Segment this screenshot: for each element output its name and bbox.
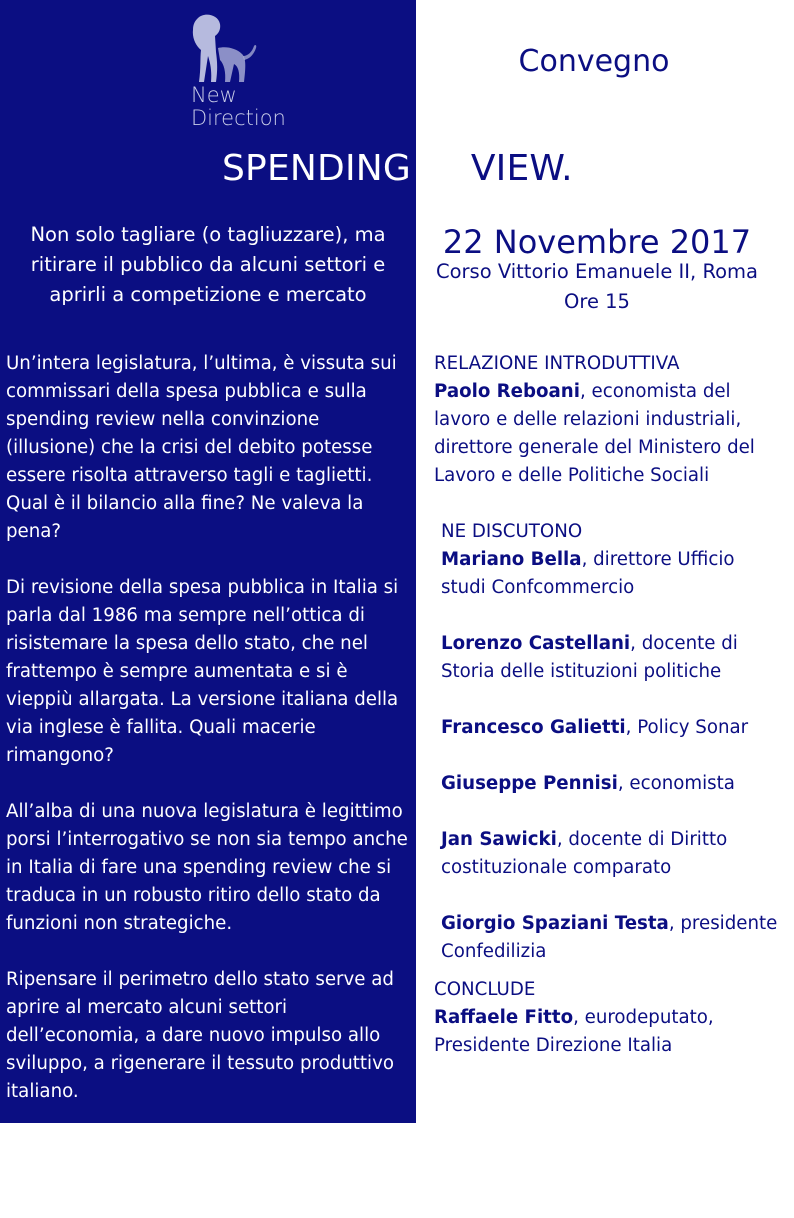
speaker-role: , docente di Storia delle istituzioni politiche	[441, 633, 738, 682]
speaker-name: Lorenzo Castellani	[441, 633, 631, 654]
subtitle-line-3: aprirli a competizione e mercato	[49, 283, 367, 306]
body-paragraph: Un’intera legislatura, l’ultima, è vissuta sui commissari della spesa pubblica e sulla spending review nella convinzione (illusione) che la crisi del debito potesse essere risolta attraverso tagli e taglietti. Qual è il bilancio alla fine? Ne valeva la pena?	[6, 353, 397, 542]
event-label: Convegno	[518, 44, 670, 79]
discussion-section	[434, 518, 784, 966]
subtitle-line-1: Non solo tagliare (o tagliuzzare), ma	[30, 223, 386, 246]
body-paragraph: All’alba di una nuova legislatura è legittimo porsi l’interrogativo se non sia tempo anche in Italia di fare una spending review che si traduca in un robusto ritiro dello stato da funzioni non strategiche.	[6, 801, 408, 934]
intro-heading: RELAZIONE INTRODUTTIVA	[434, 353, 680, 374]
event-venue: Corso Vittorio Emanuele II, Roma	[435, 260, 758, 283]
event-details	[420, 222, 774, 318]
closing-speaker	[434, 1004, 784, 1060]
event-date: 22 Novembre 2017	[442, 223, 752, 261]
body-paragraph: Ripensare il perimetro dello stato serve ad aprire al mercato alcuni settori dell’economia, a dare nuovo impulso allo sviluppo, a rigenerare il tessuto produttivo italiano.	[6, 969, 394, 1102]
speaker-role: , economista	[617, 773, 735, 794]
discussion-speaker	[441, 910, 784, 966]
body-paragraph: Di revisione della spesa pubblica in Italia si parla dal 1986 ma sempre nell’ottica di risistemare la spesa dello stato, che nel frattempo è sempre aumentata e si è vieppiù allargata. La versione italiana della via inglese è fallita. Quali macerie rimangono?	[6, 577, 399, 766]
speaker-role: , eurodeputato, Presidente Direzione Italia	[434, 1007, 714, 1056]
logo-line-1: New	[191, 83, 237, 107]
body-paragraph: Il tema del monitoraggio e della valutazione. Chi controlla e certifica?	[6, 1137, 343, 1186]
speaker-role: , Policy Sonar	[625, 717, 749, 738]
speaker-name: Jan Sawicki	[441, 829, 557, 850]
closing-section	[434, 976, 784, 1060]
logo	[186, 12, 306, 84]
speaker-name: Mariano Bella	[441, 549, 582, 570]
lion-icon	[188, 12, 258, 84]
discussion-speaker	[441, 826, 784, 882]
speaker-name: Raffaele Fitto	[434, 1007, 574, 1028]
subtitle-line-2: ritirare il pubblico da alcuni settori e	[30, 253, 386, 276]
discussion-heading: NE DISCUTONO	[441, 521, 583, 542]
speaker-role: , economista del lavoro e delle relazioni industriali, direttore generale del Ministero del Lavoro e delle Politiche Sociali	[434, 381, 755, 486]
speaker-name: Giorgio Spaziani Testa	[441, 913, 669, 934]
speaker-role: , direttore Ufficio studi Confcommercio	[441, 549, 735, 598]
logo-line-2: Direction	[191, 106, 286, 130]
event-time: Ore 15	[564, 290, 630, 313]
subtitle	[10, 220, 406, 310]
discussion-speaker	[441, 630, 784, 686]
closing-heading: CONCLUDE	[434, 979, 536, 1000]
intro-speaker	[434, 378, 784, 490]
program	[434, 350, 784, 1060]
logo-text	[191, 84, 286, 130]
speaker-name: Francesco Galietti	[441, 717, 626, 738]
discussion-speaker	[441, 546, 784, 602]
speaker-role: , docente di Diritto costituzionale comparato	[441, 829, 728, 878]
intro-section	[434, 350, 784, 490]
main-title-right: VIEW.	[470, 148, 573, 189]
discussion-speaker	[441, 770, 784, 798]
speaker-name: Giuseppe Pennisi	[441, 773, 618, 794]
discussion-speaker	[441, 714, 784, 742]
main-title-left: SPENDING RE	[222, 148, 471, 189]
speaker-name: Paolo Reboani	[434, 381, 580, 402]
speaker-role: , presidente Confedilizia	[441, 913, 778, 962]
body-text	[6, 350, 410, 1218]
